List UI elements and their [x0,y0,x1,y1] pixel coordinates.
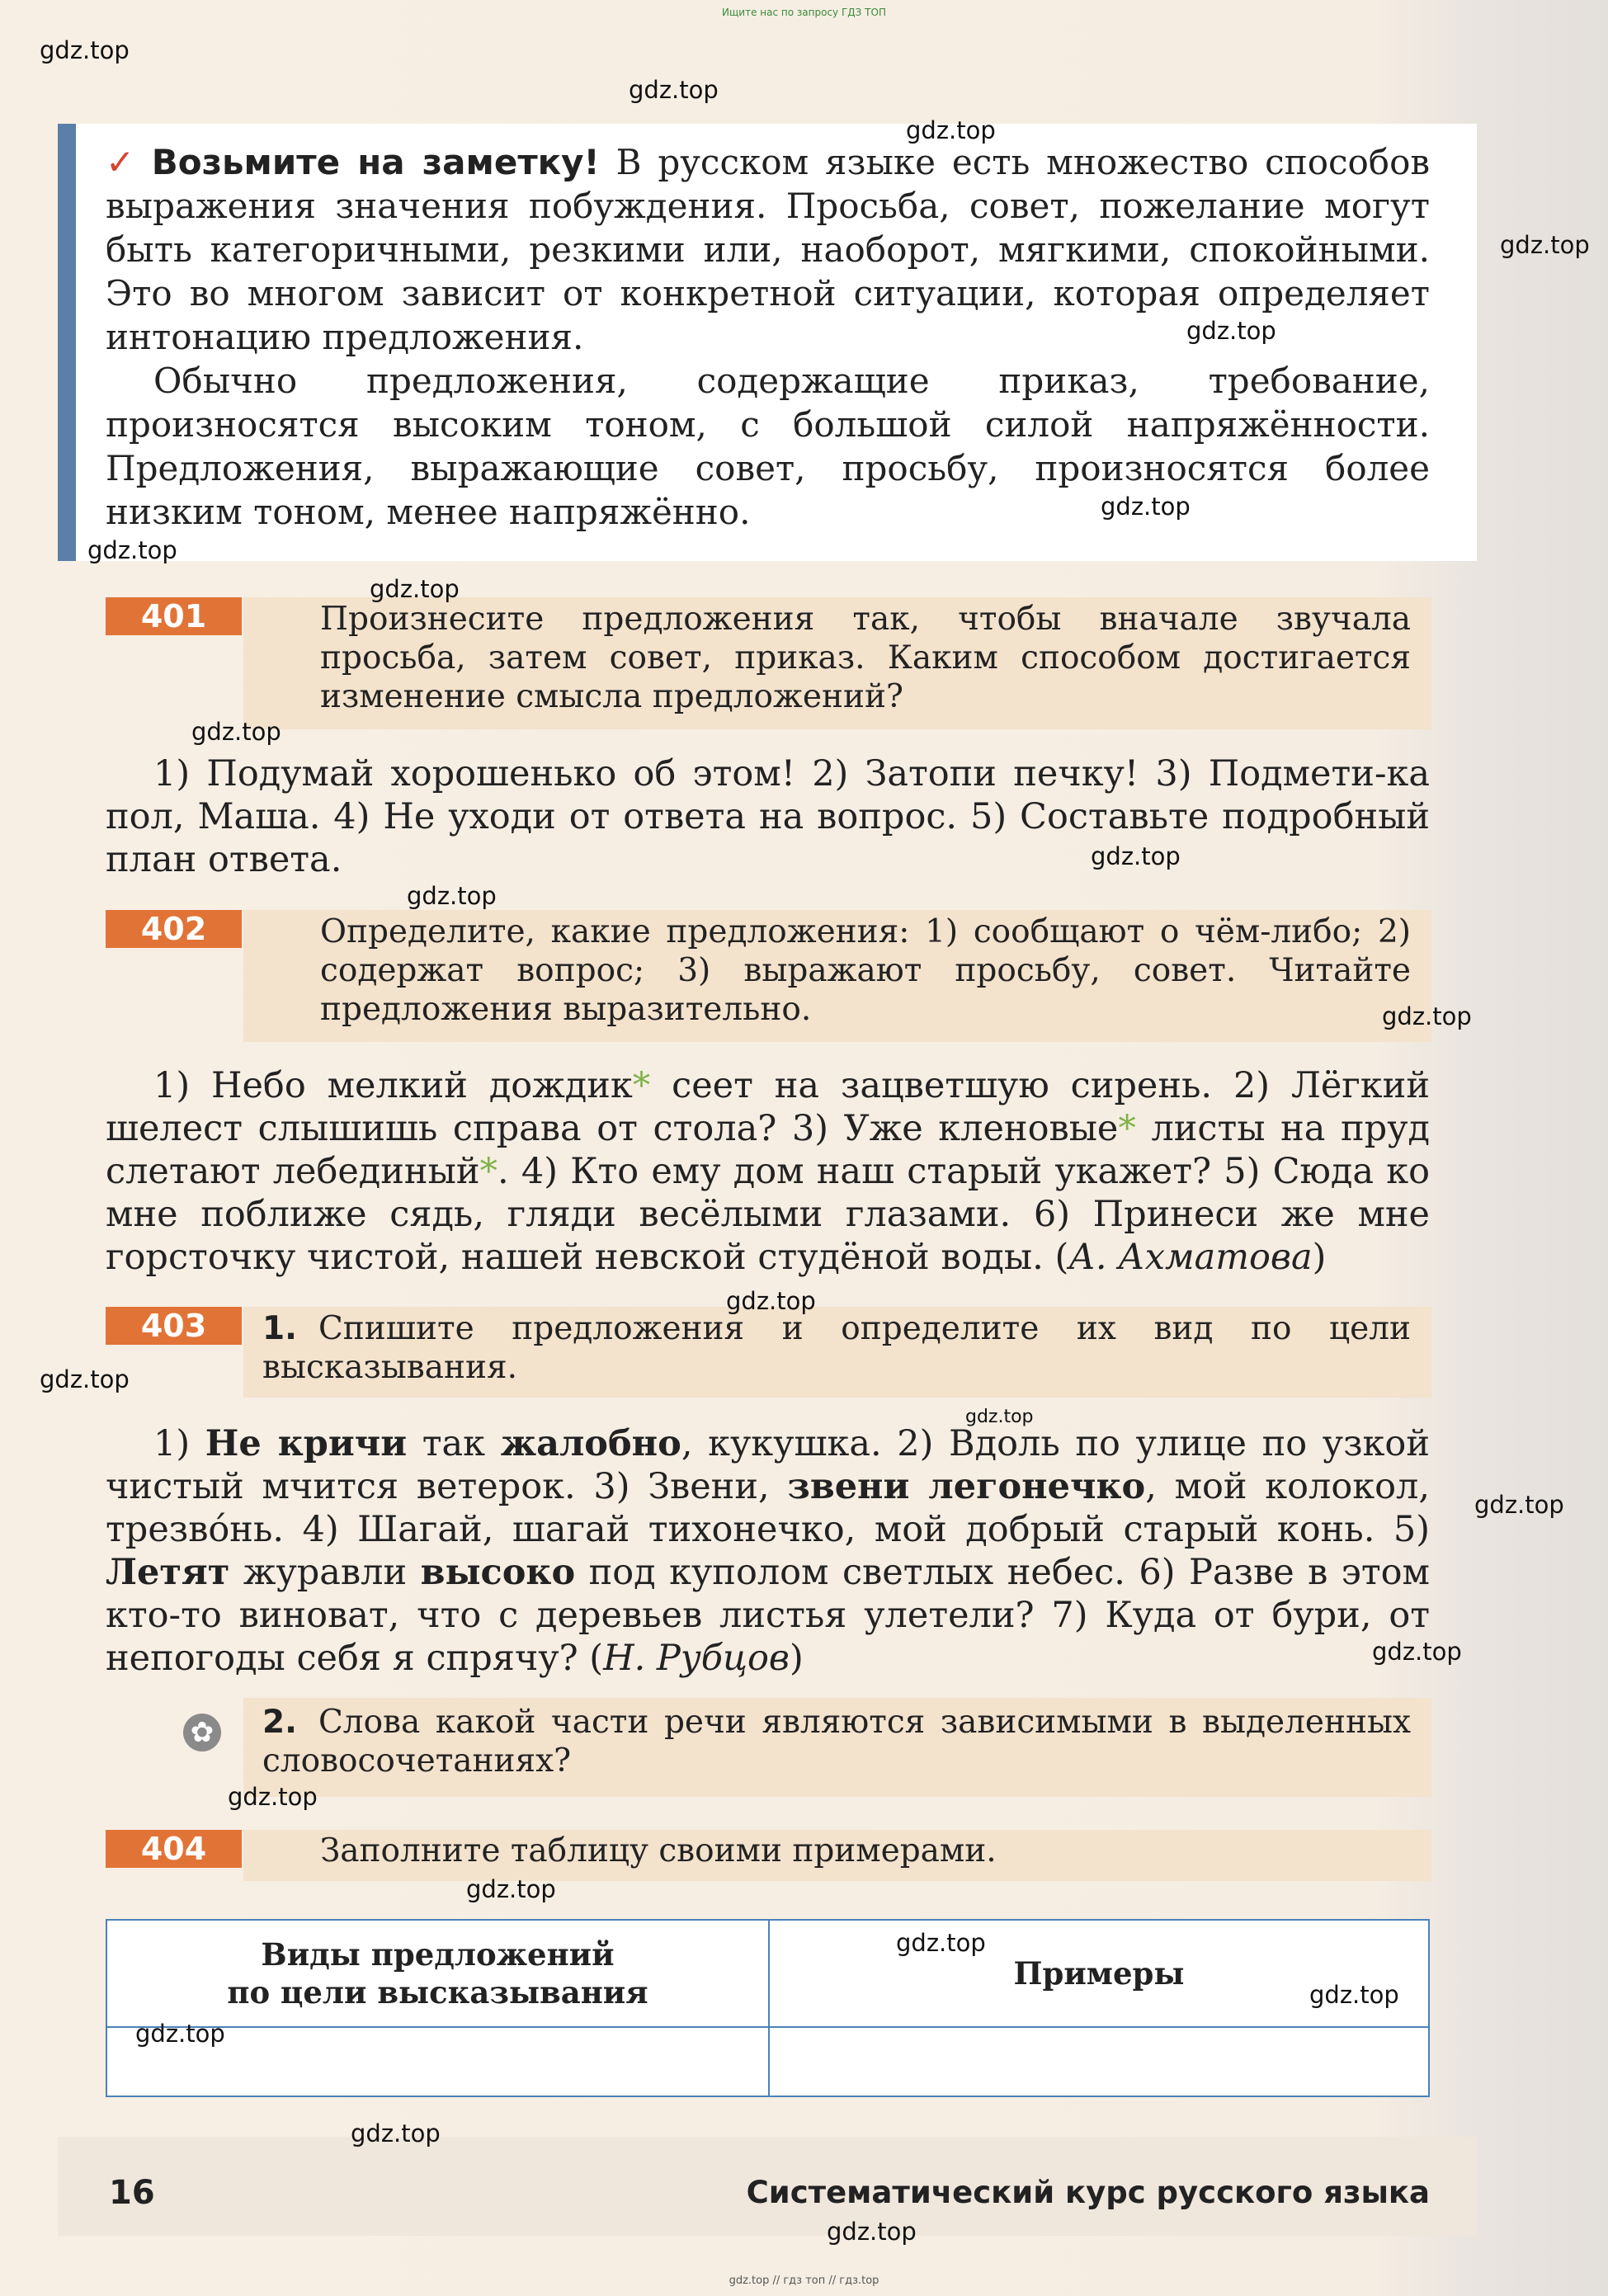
exercise-number-404: 404 [106,1830,242,1868]
exercise-number-401: 401 [106,597,242,635]
exercise-402-text: 1) Небо мелкий дождик* сеет на зацветшую сирень. 2) Лёгкий шелест слышишь справа от стола? 3) Уже кленовые* листы на пруд слетают лебединый*. 4) Кто ему дом наш старый укажет? 5) Сюда ко мне поближе сядь, гляди весёлыми глазами. 6) Принеси же мне горсточку чистой, нашей невской студёной воды. (А. Ахматова) [106,1065,1430,1278]
watermark-text: gdz.top [466,1875,556,1903]
watermark-text: gdz.top [1372,1638,1462,1666]
exercise-403-text: 1) Не кричи так жалобно, кукушка. 2) Вдоль по улице по узкой чистый мчится ветерок. 3) Звени, звени легонечко, мой колокол, трезвóнь. 4) Шагай, шагай тихонечко, мой добрый старый конь. 5) Летят журавли высоко под куполом светлых небес. 6) Разве в этом кто-то виноват, что с деревьев листья улетели? 7) Куда от бури, от непогоды себя я спрячу? (Н. Рубцов) [106,1423,1431,1679]
footnote-star-icon: * [1118,1108,1136,1149]
watermark-text: gdz.top [1091,842,1181,870]
page-number: 16 [109,2174,155,2212]
checkmark-icon: ✓ [106,142,140,182]
watermark-text: gdz.top [896,1929,986,1957]
footnote-star-icon: * [632,1065,651,1106]
watermark-text: gdz.top [726,1287,816,1315]
exercise-403-task-2: 2. Слова какой части речи являются зависимыми в выделенных словосочетаниях? [262,1704,1411,1780]
watermark-text: gdz.top [370,575,460,603]
exercise-401-text: 1) Подумай хорошенько об этом! 2) Затопи печку! 3) Подмети-ка пол, Маша. 4) Не уходи от ответа на вопрос. 5) Составьте подробный план ответа. [106,753,1430,880]
exercise-401-instruction: Произнесите предложения так, чтобы вначале звучала просьба, затем совет, приказ. Каким способом достигается изменение смысла предложений? [320,601,1411,715]
watermark-text: gdz.top [965,1407,1034,1427]
watermark-text: gdz.top [407,882,497,910]
top-banner: Ищите нас по запросу ГДЗ ТОП [722,7,886,18]
watermark-text: gdz.top [1382,1002,1472,1030]
author-name: Н. Рубцов [603,1638,790,1679]
table-row [106,2027,1429,2096]
exercise-number-403: 403 [106,1307,242,1345]
exercise-number-402: 402 [106,910,242,948]
watermark-text: gdz.top [906,116,996,144]
watermark-text: gdz.top [40,36,130,64]
watermark-text: gdz.top [1309,1981,1399,2009]
watermark-text: gdz.top [1474,1491,1564,1519]
watermark-text: gdz.top [827,2218,917,2246]
note-accent-bar [58,124,76,561]
watermark-text: gdz.top [228,1783,318,1811]
table-cell-empty[interactable] [769,2027,1429,2096]
watermark-text: gdz.top [629,76,719,104]
flower-icon: ✿ [183,1714,221,1751]
column-header-types: Виды предложений по цели высказывания [106,1920,769,2027]
note-paragraph-2: Обычно предложения, содержащие приказ, требование, произносятся высоким тоном, с большой силой напряжённости. Предложения, выражающие совет, просьбу, произносятся более низким тоном, менее напряжённо. [106,361,1430,532]
exercise-403-task-1: 1. Спишите предложения и определите их вид по цели высказывания. [262,1310,1411,1386]
watermark-text: gdz.top [1186,317,1276,345]
watermark-text: gdz.top [1500,231,1590,259]
note-heading: Возьмите на заметку! [151,142,600,182]
note-paragraph-1: В русском языке есть множество способов выражения значения побуждения. Просьба, совет, пожелание могут быть категоричными, резкими или, наоборот, мягкими, спокойными. Это во многом зависит от конкретной ситуации, которая определяет интонацию предложения. [106,142,1431,357]
watermark-text: gdz.top [351,2119,441,2147]
column-header-examples: Примеры [769,1920,1429,2027]
exercise-402-instruction: Определите, какие предложения: 1) сообщают о чём-либо; 2) содержат вопрос; 3) выражают просьбу, совет. Читайте предложения выразительно. [320,913,1411,1028]
bottom-banner: gdz.top // гдз топ // гдз.top [729,2275,879,2287]
book-title: Систематический курс русского языка [746,2175,1430,2210]
watermark-text: gdz.top [87,536,177,564]
watermark-text: gdz.top [135,2020,225,2048]
watermark-text: gdz.top [40,1365,130,1393]
exercise-404-instruction: Заполните таблицу своими примерами. [320,1832,997,1869]
watermark-text: gdz.top [1101,493,1191,521]
watermark-text: gdz.top [191,718,281,746]
footnote-star-icon: * [479,1151,497,1192]
table-header-row [106,1920,1429,2027]
author-name: А. Ахматова [1068,1237,1313,1278]
examples-table [106,1919,1430,2097]
